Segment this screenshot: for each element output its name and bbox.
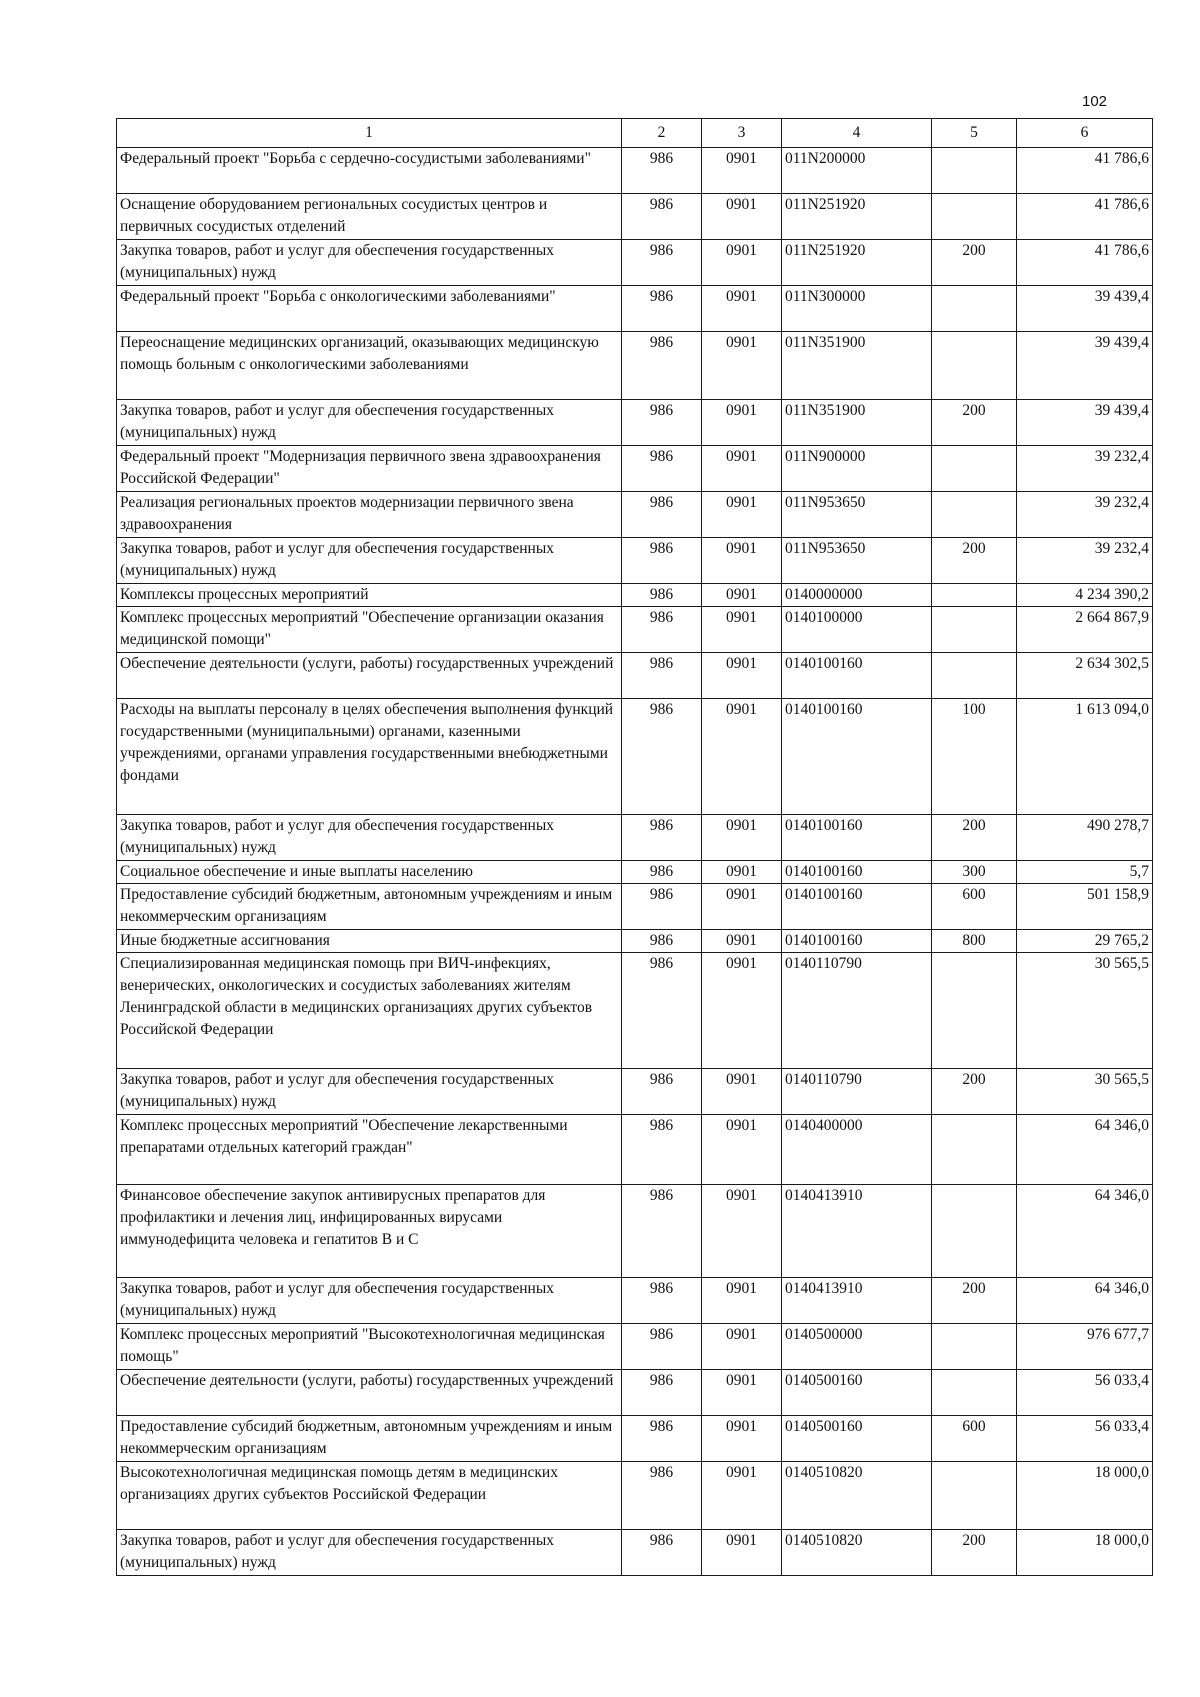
table-row — [117, 653, 1153, 699]
row-name: Закупка товаров, работ и услуг для обеспечения государственных (муниципальных) нужд — [117, 815, 622, 861]
row-section: 0901 — [702, 584, 782, 607]
row-expense-type — [932, 332, 1017, 400]
row-section: 0901 — [702, 1530, 782, 1576]
row-expense-type — [932, 653, 1017, 699]
row-name: Предоставление субсидий бюджетным, автономным учреждениям и иным некоммерческим организациям — [117, 1416, 622, 1462]
row-grbs: 986 — [622, 1370, 702, 1416]
row-expense-type: 200 — [932, 1069, 1017, 1115]
row-name: Обеспечение деятельности (услуги, работы) государственных учреждений — [117, 1370, 622, 1416]
row-amount: 64 346,0 — [1017, 1278, 1153, 1324]
row-target-code: 011N300000 — [782, 286, 932, 332]
row-expense-type: 100 — [932, 699, 1017, 815]
table-row — [117, 148, 1153, 194]
row-amount: 5,7 — [1017, 861, 1153, 884]
row-grbs: 986 — [622, 699, 702, 815]
row-section: 0901 — [702, 538, 782, 584]
row-amount: 39 232,4 — [1017, 538, 1153, 584]
row-expense-type: 300 — [932, 861, 1017, 884]
row-amount: 4 234 390,2 — [1017, 584, 1153, 607]
header-cell-3: 3 — [702, 119, 782, 148]
row-amount: 18 000,0 — [1017, 1530, 1153, 1576]
row-grbs: 986 — [622, 653, 702, 699]
row-section: 0901 — [702, 1115, 782, 1185]
row-target-code: 011N900000 — [782, 446, 932, 492]
row-grbs: 986 — [622, 884, 702, 930]
row-target-code: 0140413910 — [782, 1278, 932, 1324]
row-amount: 490 278,7 — [1017, 815, 1153, 861]
row-section: 0901 — [702, 286, 782, 332]
row-grbs: 986 — [622, 1324, 702, 1370]
header-cell-1: 1 — [117, 119, 622, 148]
row-amount: 56 033,4 — [1017, 1416, 1153, 1462]
row-expense-type — [932, 1324, 1017, 1370]
row-section: 0901 — [702, 815, 782, 861]
row-section: 0901 — [702, 930, 782, 953]
row-expense-type — [932, 1462, 1017, 1530]
row-section: 0901 — [702, 861, 782, 884]
table-row — [117, 332, 1153, 400]
row-name: Закупка товаров, работ и услуг для обеспечения государственных (муниципальных) нужд — [117, 1069, 622, 1115]
table-header — [117, 119, 1153, 148]
row-target-code: 0140100160 — [782, 884, 932, 930]
row-grbs: 986 — [622, 815, 702, 861]
row-name: Закупка товаров, работ и услуг для обеспечения государственных (муниципальных) нужд — [117, 1530, 622, 1576]
row-section: 0901 — [702, 884, 782, 930]
row-target-code: 0140500000 — [782, 1324, 932, 1370]
row-grbs: 986 — [622, 1462, 702, 1530]
header-cell-6: 6 — [1017, 119, 1153, 148]
header-row — [117, 119, 1153, 148]
row-name: Закупка товаров, работ и услуг для обеспечения государственных (муниципальных) нужд — [117, 400, 622, 446]
row-section: 0901 — [702, 332, 782, 400]
row-target-code: 0140510820 — [782, 1462, 932, 1530]
row-expense-type — [932, 1370, 1017, 1416]
table-row — [117, 286, 1153, 332]
row-target-code: 0140100160 — [782, 815, 932, 861]
row-amount: 39 439,4 — [1017, 400, 1153, 446]
table-row — [117, 1069, 1153, 1115]
table-row — [117, 930, 1153, 953]
row-section: 0901 — [702, 446, 782, 492]
row-section: 0901 — [702, 194, 782, 240]
row-name: Комплекс процессных мероприятий "Обеспечение лекарственными препаратами отдельных категорий граждан" — [117, 1115, 622, 1185]
table-row — [117, 953, 1153, 1069]
row-grbs: 986 — [622, 1416, 702, 1462]
row-expense-type — [932, 286, 1017, 332]
row-expense-type: 600 — [932, 1416, 1017, 1462]
row-target-code: 011N251920 — [782, 240, 932, 286]
row-expense-type — [932, 446, 1017, 492]
row-grbs: 986 — [622, 1278, 702, 1324]
row-amount: 2 664 867,9 — [1017, 607, 1153, 653]
row-name: Комплексы процессных мероприятий — [117, 584, 622, 607]
table-row — [117, 194, 1153, 240]
row-target-code: 0140100160 — [782, 861, 932, 884]
row-name: Расходы на выплаты персоналу в целях обеспечения выполнения функций государственными (муниципальными) органами, казенными учреждениями, органами управления государственными внебюджетными фондами — [117, 699, 622, 815]
row-amount: 39 232,4 — [1017, 492, 1153, 538]
row-target-code: 0140100160 — [782, 699, 932, 815]
table-row — [117, 1185, 1153, 1278]
row-target-code: 011N251920 — [782, 194, 932, 240]
row-section: 0901 — [702, 1324, 782, 1370]
row-grbs: 986 — [622, 930, 702, 953]
row-grbs: 986 — [622, 332, 702, 400]
row-amount: 2 634 302,5 — [1017, 653, 1153, 699]
row-expense-type — [932, 953, 1017, 1069]
table-row — [117, 1278, 1153, 1324]
row-amount: 1 613 094,0 — [1017, 699, 1153, 815]
row-grbs: 986 — [622, 1115, 702, 1185]
row-target-code: 011N953650 — [782, 538, 932, 584]
row-expense-type — [932, 1115, 1017, 1185]
header-cell-4: 4 — [782, 119, 932, 148]
table-row — [117, 400, 1153, 446]
row-grbs: 986 — [622, 1185, 702, 1278]
row-name: Социальное обеспечение и иные выплаты населению — [117, 861, 622, 884]
row-amount: 39 439,4 — [1017, 332, 1153, 400]
row-amount: 41 786,6 — [1017, 240, 1153, 286]
row-target-code: 0140110790 — [782, 953, 932, 1069]
row-target-code: 0140110790 — [782, 1069, 932, 1115]
row-name: Переоснащение медицинских организаций, оказывающих медицинскую помощь больным с онкологическими заболеваниями — [117, 332, 622, 400]
row-grbs: 986 — [622, 286, 702, 332]
row-section: 0901 — [702, 148, 782, 194]
table-row — [117, 884, 1153, 930]
table-row — [117, 815, 1153, 861]
row-expense-type: 200 — [932, 1278, 1017, 1324]
row-name: Реализация региональных проектов модернизации первичного звена здравоохранения — [117, 492, 622, 538]
row-name: Закупка товаров, работ и услуг для обеспечения государственных (муниципальных) нужд — [117, 240, 622, 286]
row-target-code: 011N351900 — [782, 332, 932, 400]
row-amount: 41 786,6 — [1017, 148, 1153, 194]
row-amount: 39 232,4 — [1017, 446, 1153, 492]
row-grbs: 986 — [622, 148, 702, 194]
table-row — [117, 240, 1153, 286]
row-section: 0901 — [702, 1416, 782, 1462]
row-section: 0901 — [702, 953, 782, 1069]
table-row — [117, 1370, 1153, 1416]
table-row — [117, 699, 1153, 815]
row-name: Федеральный проект "Борьба с онкологическими заболеваниями" — [117, 286, 622, 332]
row-name: Федеральный проект "Борьба с сердечно-сосудистыми заболеваниями" — [117, 148, 622, 194]
header-cell-5: 5 — [932, 119, 1017, 148]
row-name: Закупка товаров, работ и услуг для обеспечения государственных (муниципальных) нужд — [117, 1278, 622, 1324]
row-grbs: 986 — [622, 194, 702, 240]
table-row — [117, 1324, 1153, 1370]
row-amount: 501 158,9 — [1017, 884, 1153, 930]
table-row — [117, 607, 1153, 653]
row-expense-type: 200 — [932, 1530, 1017, 1576]
row-amount: 64 346,0 — [1017, 1115, 1153, 1185]
table-row — [117, 446, 1153, 492]
row-amount: 41 786,6 — [1017, 194, 1153, 240]
row-section: 0901 — [702, 653, 782, 699]
row-amount: 30 565,5 — [1017, 953, 1153, 1069]
row-section: 0901 — [702, 400, 782, 446]
table-row — [117, 1530, 1153, 1576]
row-grbs: 986 — [622, 861, 702, 884]
row-target-code: 0140000000 — [782, 584, 932, 607]
row-expense-type — [932, 1185, 1017, 1278]
page-number: 102 — [1082, 93, 1108, 110]
row-amount: 64 346,0 — [1017, 1185, 1153, 1278]
row-target-code: 0140500160 — [782, 1416, 932, 1462]
row-expense-type: 200 — [932, 400, 1017, 446]
row-amount: 29 765,2 — [1017, 930, 1153, 953]
row-grbs: 986 — [622, 446, 702, 492]
budget-table — [116, 118, 1153, 1576]
row-name: Обеспечение деятельности (услуги, работы) государственных учреждений — [117, 653, 622, 699]
row-section: 0901 — [702, 1278, 782, 1324]
row-expense-type — [932, 492, 1017, 538]
row-grbs: 986 — [622, 584, 702, 607]
row-grbs: 986 — [622, 1530, 702, 1576]
row-name: Федеральный проект "Модернизация первичного звена здравоохранения Российской Федерации" — [117, 446, 622, 492]
row-amount: 976 677,7 — [1017, 1324, 1153, 1370]
row-section: 0901 — [702, 699, 782, 815]
row-name: Специализированная медицинская помощь при ВИЧ-инфекциях, венерических, онкологических и сосудистых заболеваниях жителям Ленинградской области в медицинских организациях других субъектов Российской Федерации — [117, 953, 622, 1069]
row-section: 0901 — [702, 492, 782, 538]
table-row — [117, 584, 1153, 607]
row-expense-type: 200 — [932, 240, 1017, 286]
row-target-code: 011N351900 — [782, 400, 932, 446]
row-target-code: 011N953650 — [782, 492, 932, 538]
row-amount: 30 565,5 — [1017, 1069, 1153, 1115]
row-expense-type — [932, 584, 1017, 607]
row-grbs: 986 — [622, 1069, 702, 1115]
row-target-code: 0140500160 — [782, 1370, 932, 1416]
table-row — [117, 861, 1153, 884]
header-cell-2: 2 — [622, 119, 702, 148]
row-section: 0901 — [702, 607, 782, 653]
row-expense-type — [932, 607, 1017, 653]
row-name: Иные бюджетные ассигнования — [117, 930, 622, 953]
row-target-code: 011N200000 — [782, 148, 932, 194]
row-target-code: 0140413910 — [782, 1185, 932, 1278]
row-target-code: 0140100160 — [782, 930, 932, 953]
row-name: Предоставление субсидий бюджетным, автономным учреждениям и иным некоммерческим организациям — [117, 884, 622, 930]
row-section: 0901 — [702, 1069, 782, 1115]
table-body — [117, 148, 1153, 1576]
row-target-code: 0140510820 — [782, 1530, 932, 1576]
row-grbs: 986 — [622, 240, 702, 286]
row-expense-type: 200 — [932, 538, 1017, 584]
row-amount: 18 000,0 — [1017, 1462, 1153, 1530]
row-section: 0901 — [702, 1185, 782, 1278]
row-name: Высокотехнологичная медицинская помощь детям в медицинских организациях других субъектов Российской Федерации — [117, 1462, 622, 1530]
table-row — [117, 1462, 1153, 1530]
row-target-code: 0140100160 — [782, 653, 932, 699]
table-row — [117, 1115, 1153, 1185]
table-row — [117, 492, 1153, 538]
row-section: 0901 — [702, 1462, 782, 1530]
table-row — [117, 1416, 1153, 1462]
row-amount: 39 439,4 — [1017, 286, 1153, 332]
row-grbs: 986 — [622, 538, 702, 584]
row-name: Комплекс процессных мероприятий "Обеспечение организации оказания медицинской помощи" — [117, 607, 622, 653]
row-name: Финансовое обеспечение закупок антивирусных препаратов для профилактики и лечения лиц, инфицированных вирусами иммунодефицита человека и гепатитов B и C — [117, 1185, 622, 1278]
row-grbs: 986 — [622, 492, 702, 538]
row-grbs: 986 — [622, 953, 702, 1069]
row-expense-type — [932, 148, 1017, 194]
row-target-code: 0140100000 — [782, 607, 932, 653]
row-name: Закупка товаров, работ и услуг для обеспечения государственных (муниципальных) нужд — [117, 538, 622, 584]
row-name: Комплекс процессных мероприятий "Высокотехнологичная медицинская помощь" — [117, 1324, 622, 1370]
row-grbs: 986 — [622, 607, 702, 653]
row-expense-type: 800 — [932, 930, 1017, 953]
row-name: Оснащение оборудованием региональных сосудистых центров и первичных сосудистых отделений — [117, 194, 622, 240]
row-section: 0901 — [702, 240, 782, 286]
row-expense-type: 200 — [932, 815, 1017, 861]
row-section: 0901 — [702, 1370, 782, 1416]
row-amount: 56 033,4 — [1017, 1370, 1153, 1416]
table-row — [117, 538, 1153, 584]
row-target-code: 0140400000 — [782, 1115, 932, 1185]
row-grbs: 986 — [622, 400, 702, 446]
row-expense-type — [932, 194, 1017, 240]
row-expense-type: 600 — [932, 884, 1017, 930]
